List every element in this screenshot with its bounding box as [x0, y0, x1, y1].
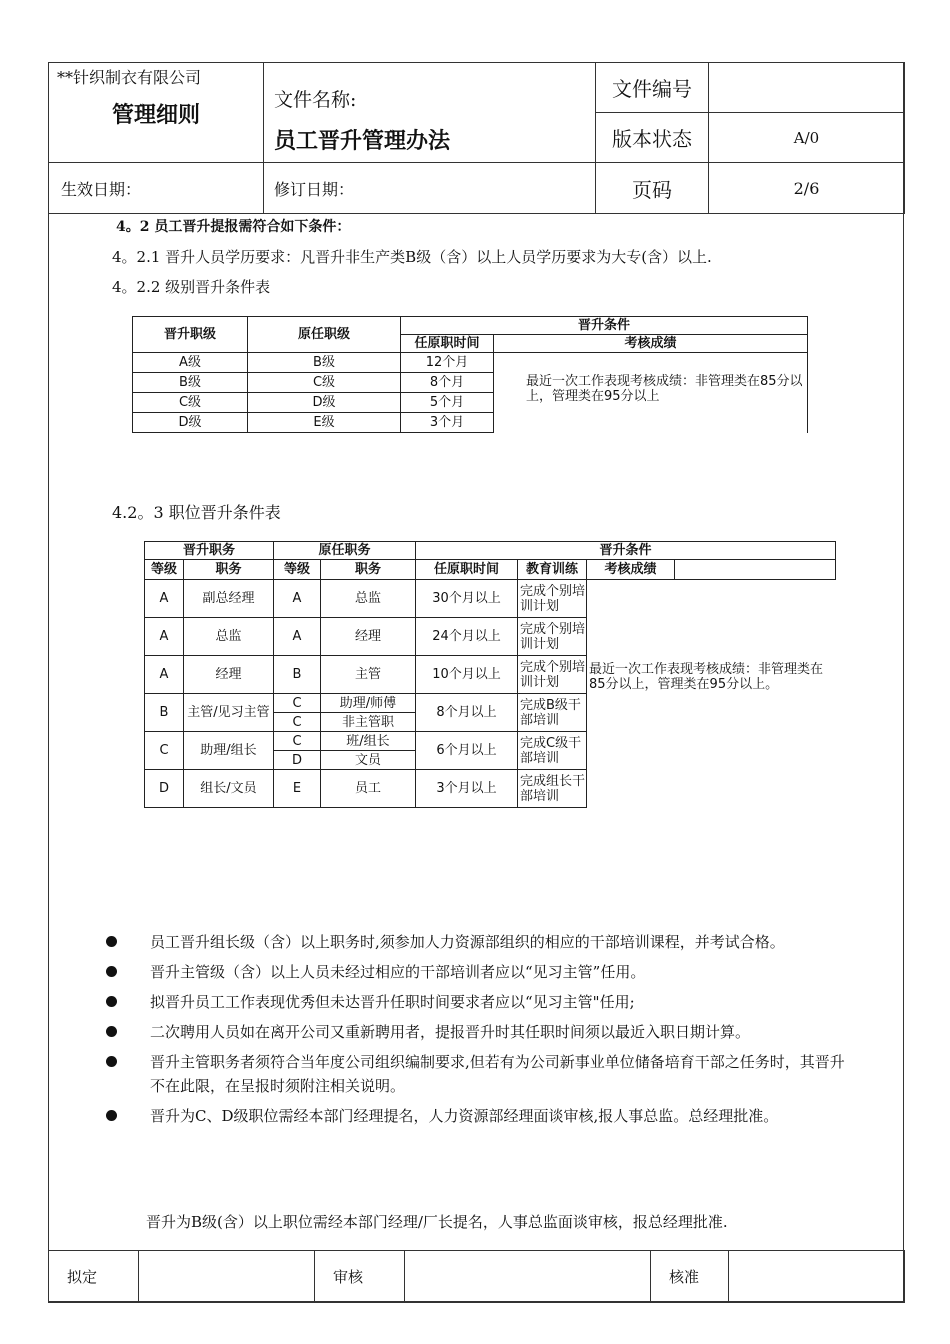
- cell-training: 完成C级干部培训: [518, 732, 587, 770]
- level-promotion-table: [132, 316, 808, 433]
- cell-original-level: C: [274, 732, 321, 751]
- doc-type: 管理细则: [111, 102, 200, 128]
- approve-label: 核准: [651, 1251, 729, 1303]
- list-item-text: 员工晋升组长级（含）以上职务时,须参加人力资源部组织的相应的干部培训课程，并考试合格。: [150, 933, 785, 951]
- revise-date-label: 修订日期：: [264, 163, 596, 214]
- cell-original-level: D: [274, 751, 321, 770]
- list-item: [106, 1020, 856, 1044]
- section-item-level-table-title: 4。2.2 级别晋升条件表: [112, 278, 271, 296]
- cell-original-level: E: [274, 770, 321, 808]
- cell-original-post: 班/组长: [321, 732, 416, 751]
- file-no-label: 文件编号: [596, 63, 709, 113]
- list-item-text: 晋升为C、D级职位需经本部门经理提名，人力资源部经理面谈审核,报人事总监。总经理批准。: [150, 1107, 779, 1125]
- effective-date-label: 生效日期：: [49, 163, 264, 214]
- version-label: 版本状态: [596, 113, 709, 163]
- col-header-evaluation: 考核成绩: [587, 560, 675, 580]
- cell-training: 完成个别培训计划: [518, 580, 587, 618]
- col-header-blank: [675, 560, 836, 580]
- company-name: **针织制衣有限公司: [57, 68, 202, 87]
- cell-training: 完成个别培训计划: [518, 618, 587, 656]
- table-row: [145, 580, 836, 618]
- col-header-tenure: 任原职时间: [401, 335, 494, 353]
- cell-original-post: 总监: [321, 580, 416, 618]
- cell-post: 副总经理: [184, 580, 274, 618]
- cell-tenure: 3个月以上: [416, 770, 518, 808]
- col-header-level: 等级: [145, 560, 184, 580]
- review-signature: [405, 1251, 651, 1303]
- col-header-conditions: 晋升条件: [416, 542, 836, 560]
- page-label: 页码: [596, 163, 709, 214]
- list-item: [106, 990, 856, 1014]
- cell-level: A: [145, 580, 184, 618]
- cell-original: E级: [248, 413, 401, 433]
- cell-target: D级: [133, 413, 248, 433]
- cell-training: 完成个别培训计划: [518, 656, 587, 694]
- file-name: 员工晋升管理办法: [274, 127, 451, 154]
- cell-tenure: 10个月以上: [416, 656, 518, 694]
- col-header-original-post: 原任职务: [274, 542, 416, 560]
- review-label: 审核: [315, 1251, 405, 1303]
- cell-tenure: 8个月: [401, 373, 494, 393]
- col-header-evaluation: 考核成绩: [494, 335, 808, 353]
- company-cell: [49, 63, 264, 163]
- list-item: [106, 1104, 856, 1128]
- section-item-education: 4。2.1 晋升人员学历要求：凡晋升非生产类B级（含）以上人员学历要求为大专(含）以上.: [112, 248, 712, 266]
- cell-level: C: [145, 732, 184, 770]
- cell-post: 组长/文员: [184, 770, 274, 808]
- cell-level: A: [145, 656, 184, 694]
- draft-label: 拟定: [49, 1251, 139, 1303]
- list-item-text: 晋升主管职务者须符合当年度公司组织编制要求,但若有为公司新事业单位储备培育干部之任务时，其晋升不在此限，在呈报时须附注相关说明。: [150, 1053, 845, 1095]
- col-header-tenure: 任原职时间: [416, 560, 518, 580]
- cell-original-post: 经理: [321, 618, 416, 656]
- cell-original-post: 文员: [321, 751, 416, 770]
- draft-signature: [139, 1251, 315, 1303]
- cell-original-level: C: [274, 694, 321, 713]
- version-value: A/0: [709, 113, 905, 163]
- cell-original-post: 主管: [321, 656, 416, 694]
- cell-tenure: 12个月: [401, 353, 494, 373]
- approve-signature: [729, 1251, 905, 1303]
- cell-tenure: 3个月: [401, 413, 494, 433]
- col-header-original-level: 等级: [274, 560, 321, 580]
- list-item-text: 拟晋升员工工作表现优秀但未达晋升任职时间要求者应以“见习主管"任用;: [150, 993, 635, 1011]
- cell-evaluation: 最近一次工作表现考核成绩：非管理类在85分以上，管理类在95分以上。: [587, 580, 836, 808]
- document-header: [48, 62, 905, 214]
- cell-evaluation: 最近一次工作表现考核成绩：非管理类在85分以上，管理类在95分以上: [494, 353, 808, 433]
- cell-level: D: [145, 770, 184, 808]
- cell-original-post: 助理/师傅: [321, 694, 416, 713]
- cell-original: B级: [248, 353, 401, 373]
- cell-training: 完成B级干部培训: [518, 694, 587, 732]
- col-header-target-post: 晋升职务: [145, 542, 274, 560]
- list-item-text: 二次聘用人员如在离开公司又重新聘用者，提报晋升时其任职时间须以最近入职日期计算。: [150, 1023, 751, 1041]
- post-promotion-table: [144, 541, 836, 808]
- file-no: [709, 63, 905, 113]
- cell-post: 总监: [184, 618, 274, 656]
- cell-level: A: [145, 618, 184, 656]
- rules-list: [106, 930, 856, 1134]
- col-header-conditions: 晋升条件: [401, 317, 808, 335]
- cell-level: B: [145, 694, 184, 732]
- bullet-icon: [106, 1026, 117, 1037]
- cell-original-level: A: [274, 580, 321, 618]
- cell-post: 经理: [184, 656, 274, 694]
- cell-original-level: C: [274, 713, 321, 732]
- bullet-icon: [106, 996, 117, 1007]
- cell-original-post: 非主管职: [321, 713, 416, 732]
- cell-original: C级: [248, 373, 401, 393]
- bullet-icon: [106, 1056, 117, 1067]
- col-header-training: 教育训练: [518, 560, 587, 580]
- cell-training: 完成组长干部培训: [518, 770, 587, 808]
- cell-tenure: 30个月以上: [416, 580, 518, 618]
- section-heading: 4。2 员工晋升提报需符合如下条件：: [116, 219, 351, 235]
- file-name-label: 文件名称:: [274, 88, 357, 111]
- cell-original-post: 员工: [321, 770, 416, 808]
- cell-original-level: B: [274, 656, 321, 694]
- cell-tenure: 5个月: [401, 393, 494, 413]
- cell-tenure: 24个月以上: [416, 618, 518, 656]
- page-number: 2/6: [709, 163, 905, 214]
- bullet-icon: [106, 966, 117, 977]
- list-item: [106, 1050, 856, 1098]
- cell-original-level: A: [274, 618, 321, 656]
- cell-original: D级: [248, 393, 401, 413]
- col-header-original-level: 原任职级: [248, 317, 401, 353]
- cell-target: C级: [133, 393, 248, 413]
- signature-footer: [48, 1250, 905, 1303]
- cell-tenure: 6个月以上: [416, 732, 518, 770]
- list-item: [106, 960, 856, 984]
- cell-tenure: 8个月以上: [416, 694, 518, 732]
- col-header-original-post-name: 职务: [321, 560, 416, 580]
- col-header-post: 职务: [184, 560, 274, 580]
- bullet-icon: [106, 1110, 117, 1121]
- cell-post: 助理/组长: [184, 732, 274, 770]
- list-item-text: 晋升主管级（含）以上人员未经过相应的干部培训者应以“见习主管”任用。: [150, 963, 646, 981]
- bullet-icon: [106, 936, 117, 947]
- approval-note: 晋升为B级(含）以上职位需经本部门经理/厂长提名，人事总监面谈审核，报总经理批准.: [146, 1213, 728, 1231]
- cell-target: B级: [133, 373, 248, 393]
- cell-target: A级: [133, 353, 248, 373]
- section-item-post-table-title: 4.2。3 职位晋升条件表: [112, 503, 281, 522]
- table-row: [133, 353, 808, 373]
- cell-post: 主管/见习主管: [184, 694, 274, 732]
- list-item: [106, 930, 856, 954]
- file-name-cell: [264, 63, 596, 163]
- col-header-target-level: 晋升职级: [133, 317, 248, 353]
